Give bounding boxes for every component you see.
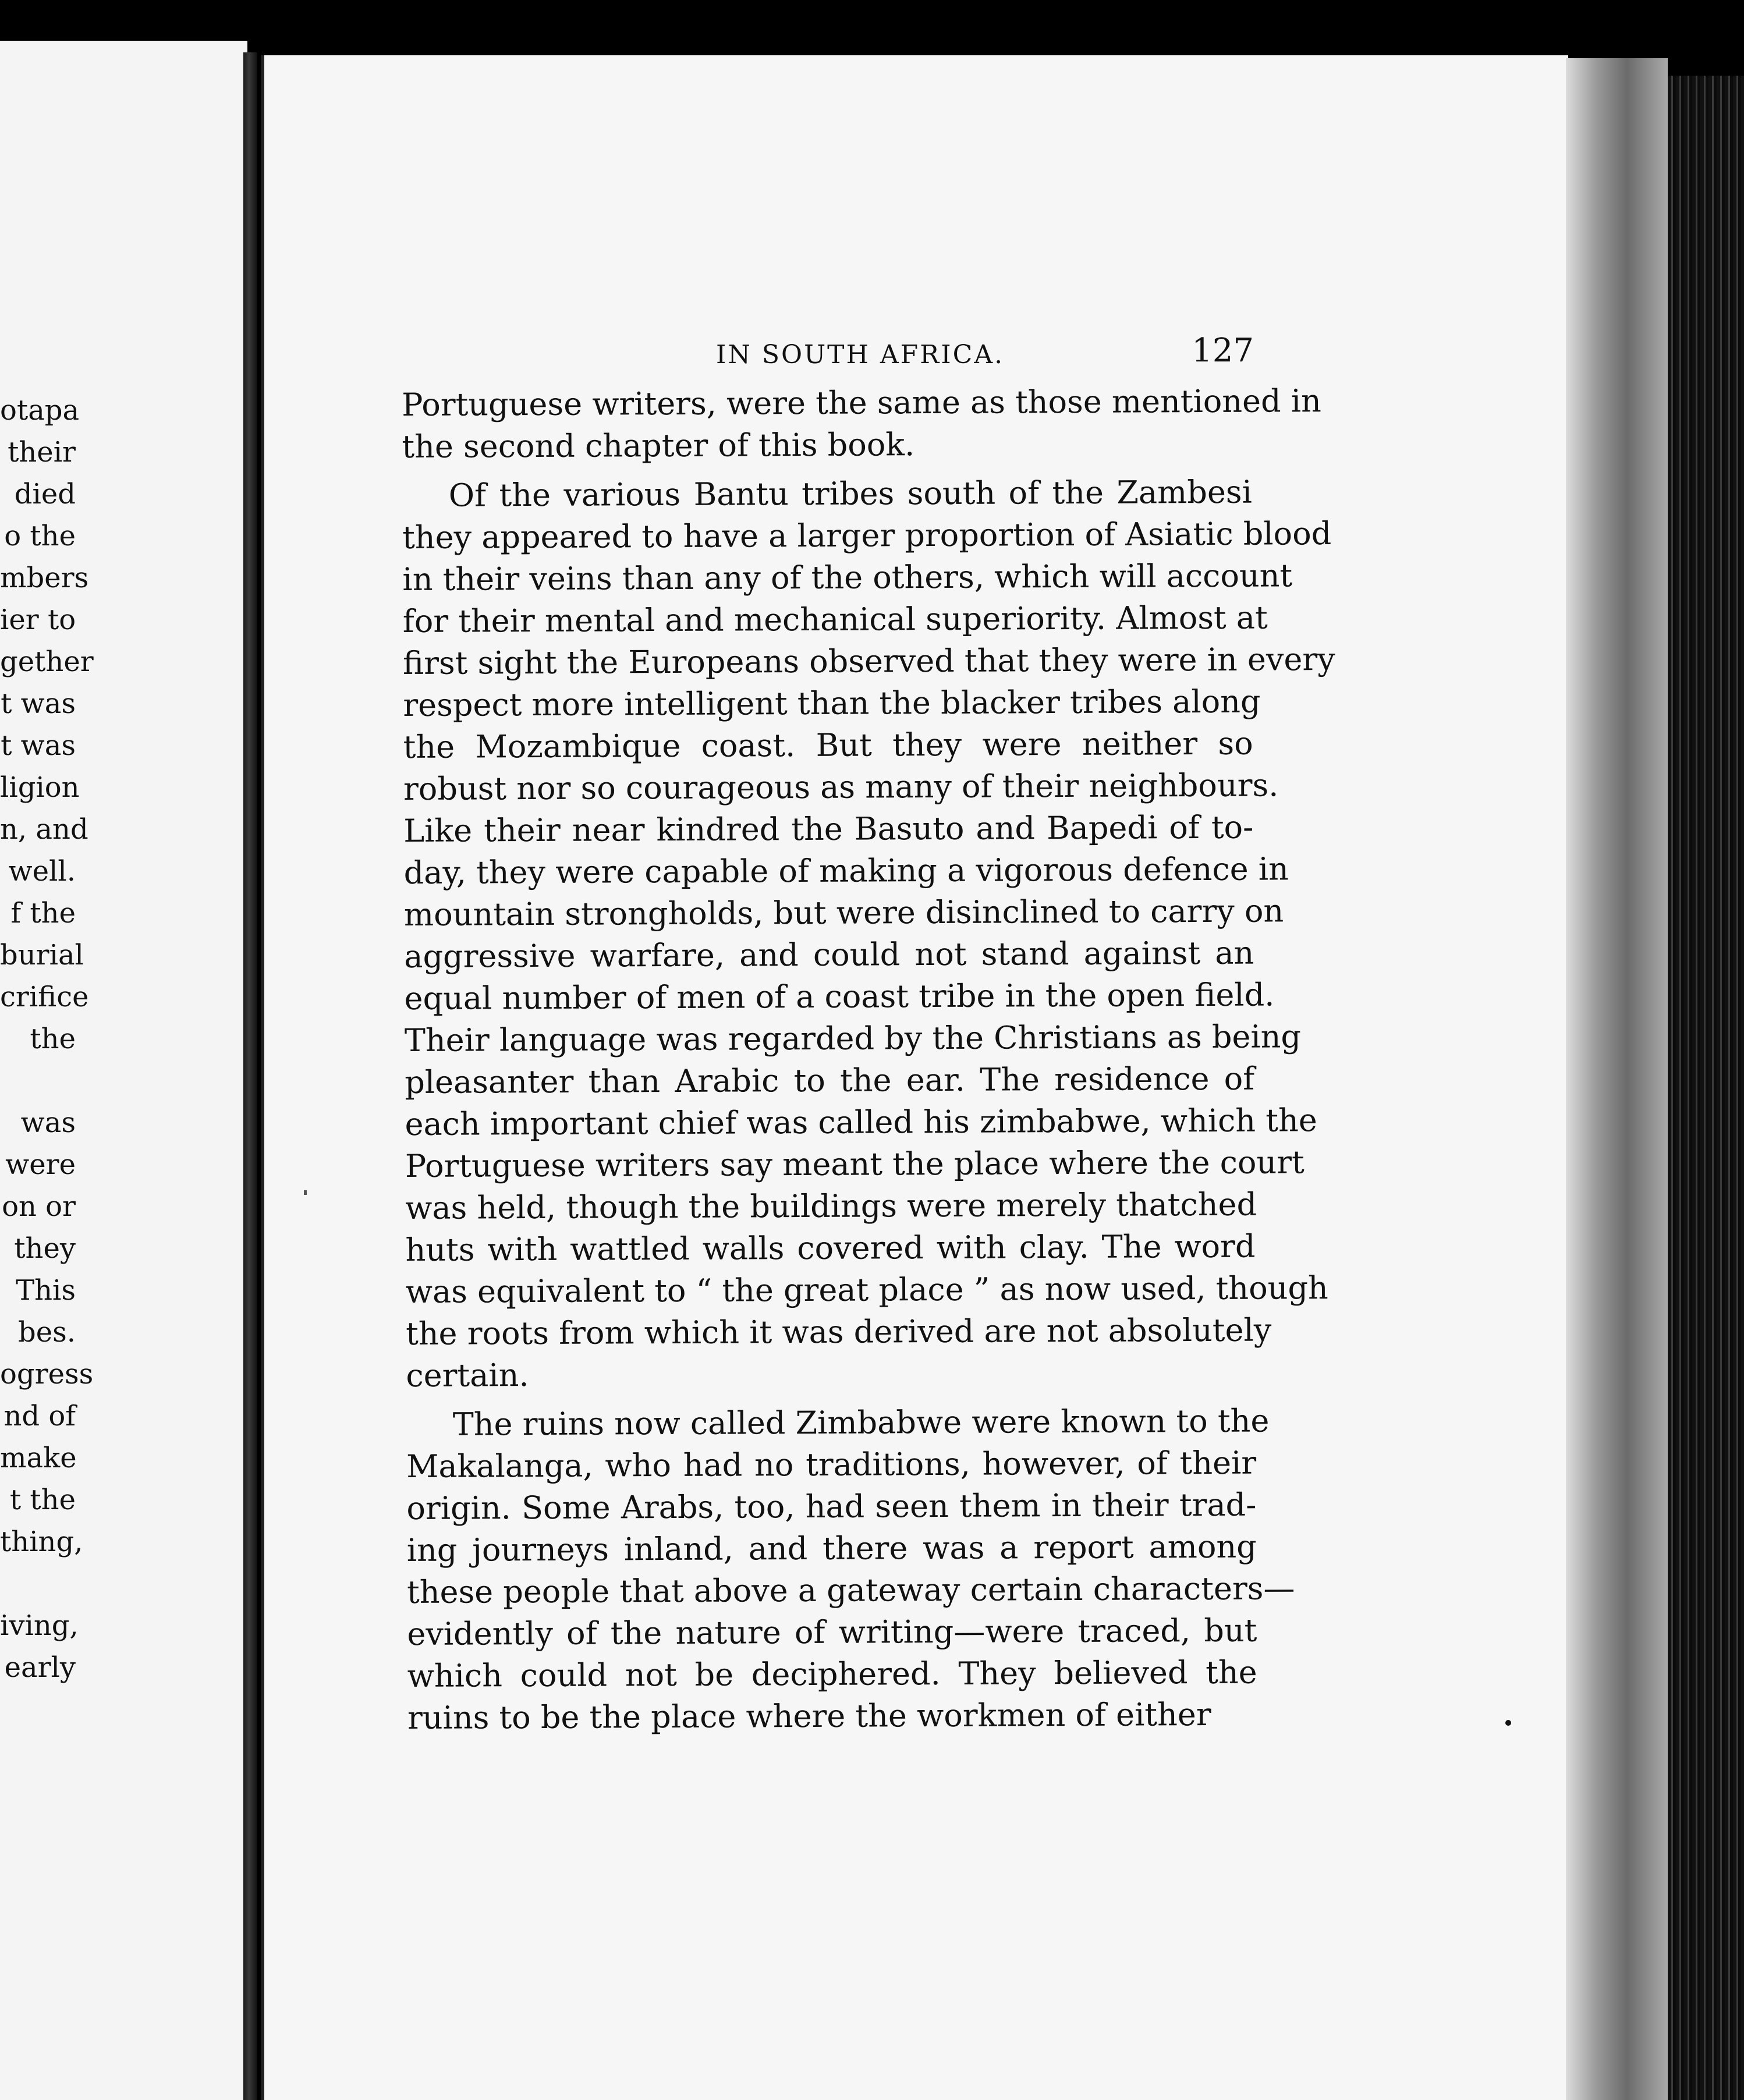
left-page-line: the bbox=[30, 1023, 76, 1055]
left-page-line: t was bbox=[1, 687, 76, 720]
left-page-line: they bbox=[14, 1232, 76, 1265]
text-line: respect more intelligent than the blacker tribes along bbox=[403, 683, 1261, 723]
text-line: Makalanga, who had no traditions, however, of their bbox=[406, 1444, 1257, 1485]
text-line: huts with wattled walls covered with clay. The word bbox=[405, 1228, 1256, 1268]
left-page-line bbox=[0, 1063, 76, 1098]
text-line: Their language was regarded by the Christians as being bbox=[404, 1018, 1302, 1059]
text-line: the roots from which it was derived are not absolutely bbox=[405, 1311, 1272, 1352]
text-line: Of the various Bantu tribes south of the Zambesi bbox=[448, 473, 1252, 514]
text-line: the Mozambique coast. But they were neither so bbox=[403, 725, 1253, 765]
page-number: 127 bbox=[1192, 332, 1254, 370]
text-line: Portuguese writers, were the same as those mentioned in bbox=[402, 382, 1321, 423]
left-page-line: ier to bbox=[0, 604, 76, 636]
running-head: IN SOUTH AFRICA. bbox=[716, 340, 1005, 370]
left-page-line: o the bbox=[4, 520, 76, 552]
left-page-line: burial bbox=[0, 939, 84, 971]
text-line: ruins to be the place where the workmen of either bbox=[407, 1695, 1211, 1736]
left-page-line: early bbox=[4, 1651, 76, 1684]
left-page-line: make bbox=[0, 1442, 77, 1474]
left-page-line: gether bbox=[0, 645, 94, 678]
left-page-line bbox=[0, 1566, 76, 1601]
body-text bbox=[402, 381, 1335, 1781]
text-line: evidently of the nature of writing—were traced, but bbox=[407, 1612, 1257, 1652]
left-page-line: This bbox=[16, 1274, 76, 1307]
ink-speck bbox=[1505, 1720, 1511, 1726]
text-line: pleasanter than Arabic to the ear. The residence of bbox=[405, 1060, 1255, 1101]
left-page-line: mbers bbox=[0, 562, 89, 594]
left-page-line: ligion bbox=[0, 771, 80, 804]
text-line: Like their near kindred the Basuto and Bapedi of to- bbox=[403, 808, 1254, 849]
gutter-shadow bbox=[243, 52, 257, 2100]
text-line: these people that above a gateway certain characters— bbox=[406, 1570, 1295, 1611]
left-page-line: t the bbox=[9, 1484, 76, 1516]
text-line: they appeared to have a larger proportion of Asiatic blood bbox=[402, 515, 1332, 556]
left-page-line: iving, bbox=[0, 1609, 79, 1642]
text-line: the second chapter of this book. bbox=[402, 426, 915, 465]
text-line: certain. bbox=[406, 1357, 529, 1394]
left-page-line: were bbox=[5, 1148, 76, 1181]
left-page-line: otapa bbox=[0, 394, 80, 427]
text-line: The ruins now called Zimbabwe were known to the bbox=[452, 1402, 1270, 1443]
left-page-line: f the bbox=[10, 897, 76, 930]
text-line: mountain strongholds, but were disinclined to carry on bbox=[403, 892, 1284, 933]
left-page bbox=[0, 41, 247, 2100]
text-line: Portuguese writers say meant the place where the court bbox=[405, 1144, 1305, 1184]
text-line: for their mental and mechanical superiority. Almost at bbox=[402, 599, 1268, 640]
left-page-text bbox=[0, 41, 247, 2100]
text-line: first sight the Europeans observed that they were in every bbox=[402, 641, 1335, 682]
left-page-line: nd of bbox=[3, 1400, 76, 1432]
text-line: ing journeys inland, and there was a report among bbox=[406, 1528, 1257, 1569]
text-line: equal number of men of a coast tribe in the open field. bbox=[404, 976, 1275, 1017]
text-line: origin. Some Arabs, too, had seen them in their trad- bbox=[406, 1486, 1257, 1527]
text-line: was held, though the buildings were merely thatched bbox=[405, 1186, 1257, 1226]
text-line: in their veins than any of the others, which will account bbox=[402, 557, 1293, 598]
left-page-line: ogress bbox=[0, 1358, 94, 1390]
ink-speck bbox=[304, 1190, 307, 1195]
left-page-line: thing, bbox=[0, 1526, 83, 1558]
text-line: aggressive warfare, and could not stand against an bbox=[404, 934, 1254, 975]
left-page-line: t was bbox=[1, 729, 76, 762]
text-line: robust nor so courageous as many of their neighbours. bbox=[403, 767, 1279, 807]
left-page-line: was bbox=[20, 1106, 76, 1139]
text-line: was equivalent to “ the great place ” as now used, though bbox=[405, 1269, 1328, 1310]
fore-edge bbox=[1566, 58, 1668, 2100]
left-page-line: died bbox=[14, 478, 76, 510]
left-page-line: on or bbox=[2, 1190, 76, 1223]
left-page-line: bes. bbox=[17, 1316, 76, 1349]
book-cover-edge bbox=[1668, 76, 1744, 2100]
left-page-line: their bbox=[8, 436, 76, 469]
left-page-line: well. bbox=[8, 855, 76, 888]
page-header bbox=[716, 332, 1254, 384]
text-line: which could not be deciphered. They believed the bbox=[407, 1654, 1257, 1694]
text-line: each important chief was called his zimbabwe, which the bbox=[405, 1102, 1317, 1143]
left-page-line: crifice bbox=[0, 981, 89, 1013]
text-line: day, they were capable of making a vigorous defence in bbox=[403, 850, 1289, 891]
left-page-line: n, and bbox=[0, 813, 88, 846]
